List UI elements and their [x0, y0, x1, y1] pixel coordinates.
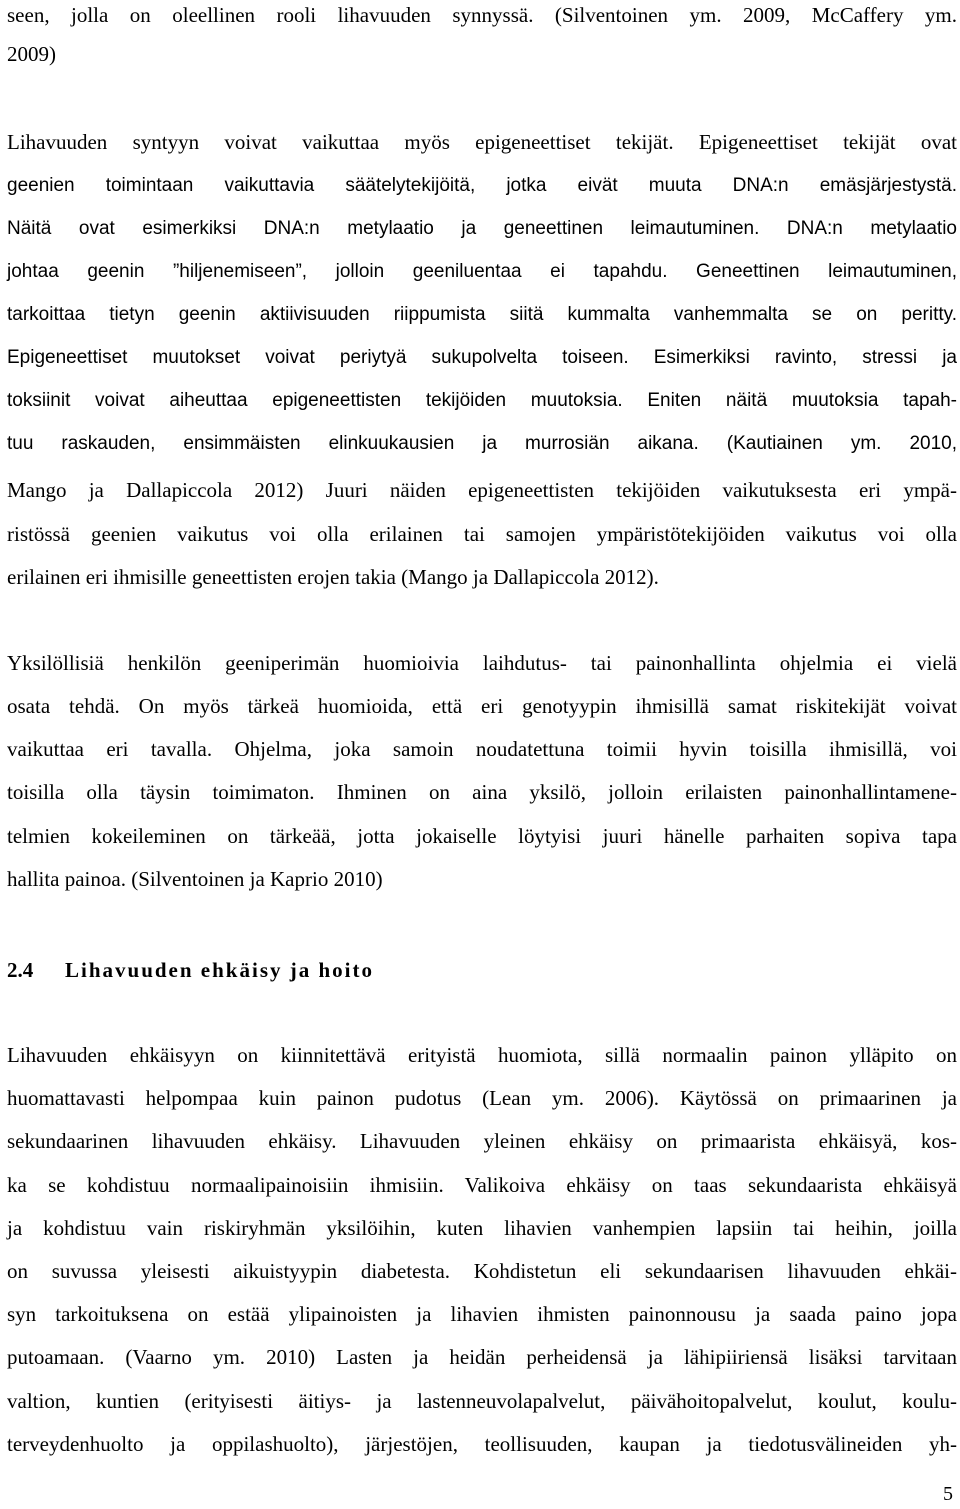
paragraph-line: Mango ja Dallapiccola 2012) Juuri näiden epigeneettisten tekijöiden vaikutuksesta eri ympä-: [7, 478, 957, 502]
page-number: 5: [943, 1483, 953, 1505]
section-title: Lihavuuden ehkäisy ja hoito: [65, 958, 374, 982]
paragraph-line: Lihavuuden syntyyn voivat vaikuttaa myös epigeneettiset tekijät. Epigeneettiset tekijät ovat: [7, 130, 957, 154]
paragraph-line: sekundaarinen lihavuuden ehkäisy. Lihavuuden yleinen ehkäisy on primaarista ehkäisyä, kos-: [7, 1129, 957, 1153]
paragraph-line: hallita painoa. (Silventoinen ja Kaprio 2010): [7, 867, 383, 891]
paragraph-line: johtaa geenin ”hiljenemiseen”, jolloin geeniluentaa ei tapahdu. Geneettinen leimautuminen,: [7, 261, 957, 282]
paragraph-line: ka se kohdistuu normaalipainoisiin ihmisiin. Valikoiva ehkäisy on taas sekundaarista ehkäisyä: [7, 1173, 957, 1197]
paragraph-line: valtion, kuntien (erityisesti äitiys- ja lastenneuvolapalvelut, päivähoitopalvelut, koulut, koulu-: [7, 1389, 957, 1413]
paragraph-line: ristössä geenien vaikutus voi olla erilainen tai samojen ympäristötekijöiden vaikutus voi olla: [7, 522, 957, 546]
paragraph-line: on suvussa yleisesti aikuistyypin diabetesta. Kohdistetun eli sekundaarisen lihavuuden ehkäi-: [7, 1259, 957, 1283]
paragraph-line: erilainen eri ihmisille geneettisten erojen takia (Mango ja Dallapiccola 2012).: [7, 565, 659, 589]
paragraph-line: Epigeneettiset muutokset voivat periytyä sukupolvelta toiseen. Esimerkiksi ravinto, stressi ja: [7, 347, 957, 368]
paragraph-line: Lihavuuden ehkäisyyn on kiinnitettävä erityistä huomiota, sillä normaalin painon ylläpito on: [7, 1043, 957, 1067]
paragraph-line: toisilla olla täysin toimimaton. Ihminen on aina yksilö, jolloin erilaisten painonhallintamene-: [7, 780, 957, 804]
paragraph-line: terveydenhuolto ja oppilashuolto), järjestöjen, teollisuuden, kaupan ja tiedotusvälineiden yh-: [7, 1432, 957, 1456]
paragraph-line: telmien kokeileminen on tärkeää, jotta jokaiselle löytyisi juuri hänelle parhaiten sopiva tapa: [7, 824, 957, 848]
paragraph-line: 2009): [7, 42, 56, 66]
paragraph-line: osata tehdä. On myös tärkeä huomioida, että eri genotyypin ihmisillä samat riskitekijät voivat: [7, 694, 957, 718]
section-heading: [7, 955, 374, 985]
paragraph-line: tuu raskauden, ensimmäisten elinkuukausien ja murrosiän aikana. (Kautiainen ym. 2010,: [7, 433, 957, 454]
paragraph-line: putoamaan. (Vaarno ym. 2010) Lasten ja heidän perheidensä ja lähipiiriensä lisäksi tarvitaan: [7, 1345, 957, 1369]
paragraph-line: vaikuttaa eri tavalla. Ohjelma, joka samoin noudatettuna toimii hyvin toisilla ihmisillä, voi: [7, 737, 957, 761]
paragraph-line: huomattavasti helpompaa kuin painon pudotus (Lean ym. 2006). Käytössä on primaarinen ja: [7, 1086, 957, 1110]
paragraph-line: ja kohdistuu vain riskiryhmän yksilöihin, kuten lihavien vanhempien lapsiin tai heihin, joilla: [7, 1216, 957, 1240]
paragraph-line: seen, jolla on oleellinen rooli lihavuuden synnyssä. (Silventoinen ym. 2009, McCaffery ym.: [7, 3, 957, 27]
paragraph-line: geenien toimintaan vaikuttavia säätelytekijöitä, jotka eivät muuta DNA:n emäsjärjestystä.: [7, 175, 957, 196]
paragraph-line: toksiinit voivat aiheuttaa epigeneettisten tekijöiden muutoksia. Eniten näitä muutoksia tapah-: [7, 390, 957, 411]
paragraph-line: tarkoittaa tietyn geenin aktiivisuuden riippumista siitä kummalta vanhemmalta se on peritty.: [7, 304, 957, 325]
section-number: 2.4: [7, 958, 34, 982]
paragraph-line: Näitä ovat esimerkiksi DNA:n metylaatio ja geneettinen leimautuminen. DNA:n metylaatio: [7, 218, 957, 239]
paragraph-line: Yksilöllisiä henkilön geeniperimän huomioivia laihdutus- tai painonhallinta ohjelmia ei vielä: [7, 651, 957, 675]
paragraph-line: syn tarkoituksena on estää ylipainoisten ja lihavien ihmisten painonnousu ja saada paino jopa: [7, 1302, 957, 1326]
